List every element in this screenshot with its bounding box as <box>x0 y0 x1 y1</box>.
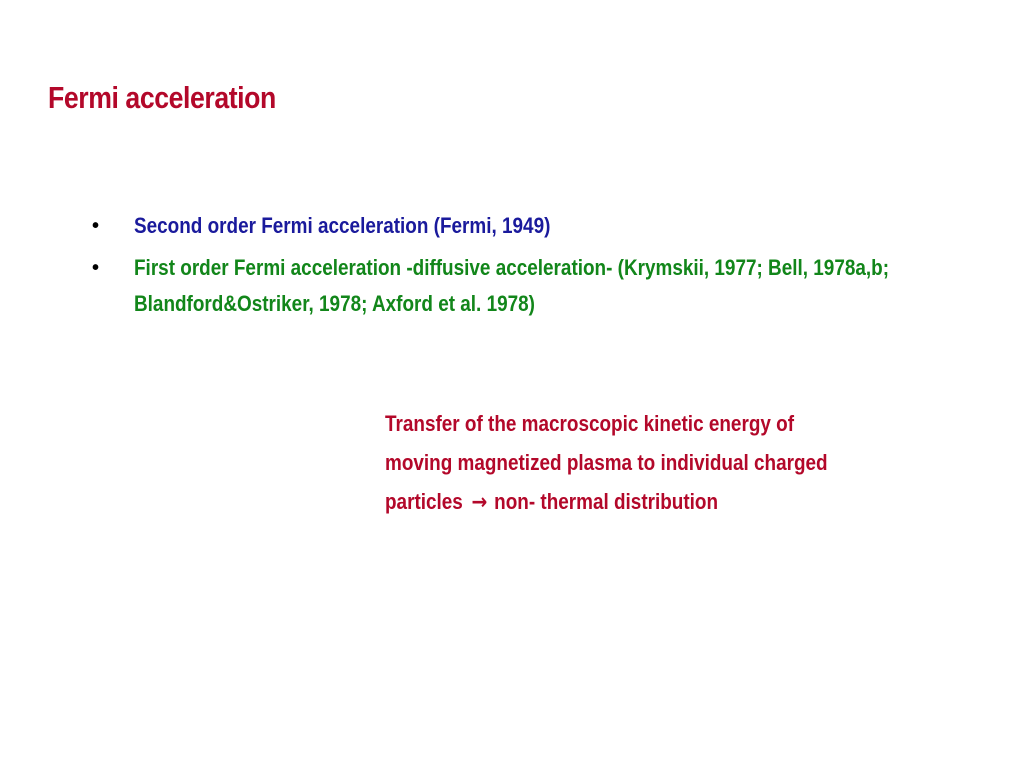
right-arrow-icon: → <box>471 490 488 515</box>
bullet-item-second-order <box>92 208 972 244</box>
bullet-text: Second order Fermi acceleration (Fermi, 1949) <box>134 213 551 238</box>
note-text: non- thermal distribution <box>494 489 719 514</box>
note-line <box>385 482 904 522</box>
bullet-list <box>92 208 972 328</box>
note-line: Transfer of the macroscopic kinetic energy of <box>385 411 795 436</box>
note-text-block <box>385 404 904 522</box>
energy-transfer-note <box>385 404 905 522</box>
bullet-dot-icon: • <box>92 257 100 279</box>
bullet-item-first-order <box>92 250 972 322</box>
bullet-dot-icon: • <box>92 215 100 237</box>
slide-title: Fermi acceleration <box>48 80 276 115</box>
note-line: moving magnetized plasma to individual charged <box>385 450 828 475</box>
note-text: particles <box>385 489 463 514</box>
bullet-text: First order Fermi acceleration -diffusive acceleration- (Krymskii, 1977; Bell, 1978a,b; Blandford&Ostriker, 1978; Axford et al. 1978) <box>134 255 889 316</box>
